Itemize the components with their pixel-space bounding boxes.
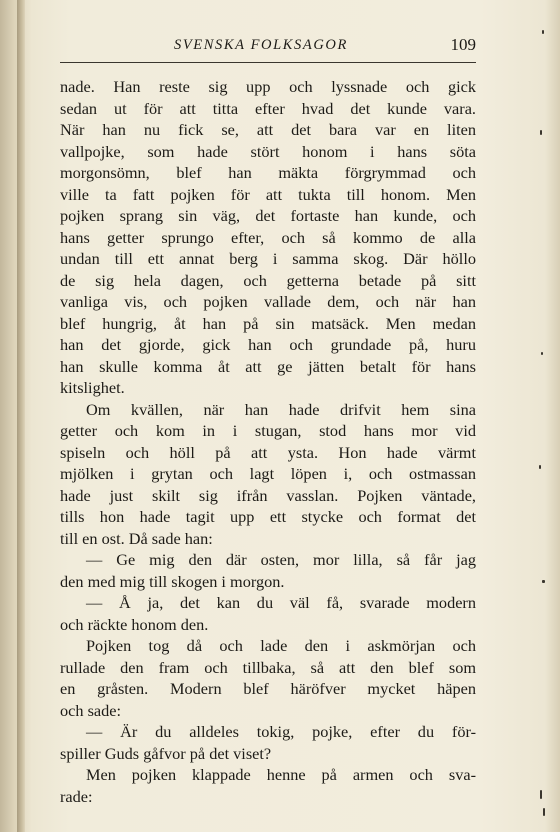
running-title: SVENSKA FOLKSAGOR	[174, 37, 348, 53]
text-line: och räckte honom den.	[60, 614, 209, 634]
text-line: getter och kom in i stugan, stod hans mor vid	[60, 421, 476, 440]
text-line: Om kvällen, när han hade drifvit hem sina	[86, 399, 476, 419]
scan-speck	[540, 130, 542, 135]
text-line: ville ta fatt pojken för att tukta till honom. Men	[60, 184, 476, 204]
text-line: — Å ja, det kan du väl få, svarade modern	[86, 593, 476, 612]
text-line: han skulle komma åt att ge jätten betalt för hans	[60, 356, 476, 376]
text-line: de sig hela dagen, och getterna betade på sitt	[60, 270, 476, 290]
binding-gutter	[17, 0, 25, 832]
scan-speck	[543, 808, 545, 816]
text-line: spiller Guds gåfvor på det viset?	[60, 743, 272, 763]
text-line: — Ge mig den där osten, mor lilla, så får jag	[86, 550, 476, 569]
text-line: rullade den fram och tillbaka, så att den blef som	[60, 657, 476, 677]
text-line: spiseln och höll på att ysta. Hon hade värmt	[60, 442, 476, 462]
text-line: den med mig till skogen i morgon.	[60, 571, 285, 591]
scan-speck	[540, 790, 542, 799]
text-line: morgonsömn, blef han mäkta förgrymmad och	[60, 163, 476, 182]
text-line: — Är du alldeles tokig, pojke, efter du för-	[86, 722, 476, 741]
scan-speck	[541, 352, 543, 355]
scan-speck	[542, 580, 545, 583]
text-line: sedan ut för att titta efter hvad det kunde vara.	[60, 98, 476, 118]
text-line: och sade:	[60, 700, 122, 720]
scan-speck	[542, 30, 544, 34]
page-number: 109	[450, 35, 476, 54]
text-line: vanliga vis, och pojken vallade dem, och när han	[60, 292, 476, 311]
text-line: Men pojken klappade henne på armen och sva-	[86, 765, 476, 784]
text-line: blef hungrig, åt han på sin matsäck. Men medan	[60, 313, 476, 333]
text-line: en gråsten. Modern blef häröfver mycket häpen	[60, 679, 476, 698]
text-line: hans getter sprungo efter, och så kommo de alla	[60, 227, 476, 247]
text-line: han det gjorde, gick han och grundade på, huru	[60, 335, 476, 354]
text-line: tills hon hade tagit upp ett stycke och format det	[60, 507, 476, 526]
text-line: Pojken tog då och lade den i askmörjan och	[86, 636, 476, 655]
text-line: När han nu fick se, att det bara var en liten	[60, 120, 476, 139]
running-header	[60, 34, 478, 62]
scan-speck	[539, 465, 541, 469]
text-line: hade just skilt sig ifrån vasslan. Pojken väntade,	[60, 485, 476, 505]
text-line: nade. Han reste sig upp och lyssnade och gick	[60, 77, 476, 96]
text-line: kitslighet.	[60, 378, 125, 397]
body-text	[60, 76, 476, 807]
text-line: till en ost. Då sade han:	[60, 528, 213, 548]
header-rule	[60, 62, 476, 63]
text-line: undan till ett annat berg i samma skog. Där höllo	[60, 249, 476, 268]
text-line: rade:	[60, 786, 93, 806]
text-line: vallpojke, som hade stört honom i hans söta	[60, 141, 476, 161]
text-line: pojken sprang sin väg, det fortaste han kunde, och	[60, 206, 476, 225]
text-line: mjölken i grytan och lagt löpen i, och ostmassan	[60, 464, 476, 483]
